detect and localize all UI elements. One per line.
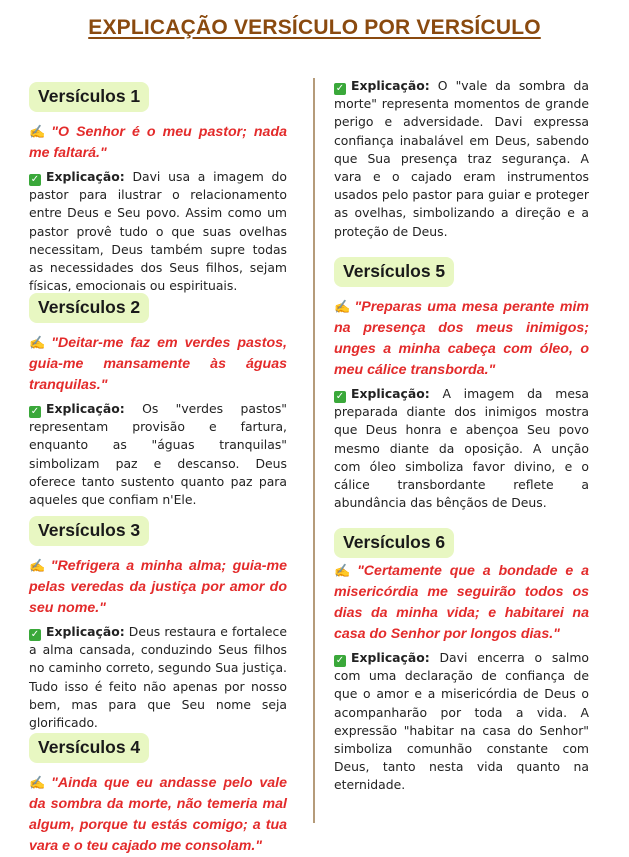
page-title: EXPLICAÇÃO VERSÍCULO POR VERSÍCULO [88,16,541,39]
writing-hand-icon: ✍ [29,335,49,350]
check-mark-icon: ✓ [30,174,40,185]
column-divider [313,78,315,823]
section-heading: Versículos 4 [29,733,149,763]
verse-text: ✍ "Preparas uma mesa perante mim na presença dos meus inimigos; unges a minha cabeça com óleo, o meu cálice transborda." [334,299,589,378]
section-verse-6 [334,528,589,795]
check-mark-icon: ✓ [30,629,40,640]
writing-hand-icon: ✍ [334,299,352,314]
explanation: ✓ Explicação: Davi encerra o salmo com uma declaração de confiança de que o amor e a misericórdia de Deus o acompanharão por toda a vida. A expressão "habitar na casa do Senhor" simboliza comunhão constante com Deus, tanto nesta vida quanto na eternidade. [334,650,589,793]
section-heading: Versículos 2 [29,293,149,323]
section-verse-2 [29,293,287,509]
check-mark-icon: ✓ [335,391,345,402]
section-heading: Versículos 3 [29,516,149,546]
explanation: ✓ Explicação: A imagem da mesa preparada diante dos inimigos mostra que Deus honra e abençoa Seu povo mesmo diante da oposição. A unção com óleo simboliza favor divino, e o cálice transbordante reflete a abundância das bênçãos de Deus. [334,386,589,511]
check-mark-icon: ✓ [335,83,345,94]
verse-text: ✍ "Ainda que eu andasse pelo vale da sombra da morte, não temeria mal algum, porque tu estás comigo; a tua vara e o teu cajado me consolam." [29,775,287,854]
verse-text: ✍ "Deitar-me faz em verdes pastos, guia-me mansamente às águas tranquilas." [29,335,287,393]
writing-hand-icon: ✍ [29,124,49,139]
section-verse-1 [29,82,287,295]
section-verse-3 [29,516,287,732]
explanation: ✓ Explicação: Davi usa a imagem do pastor para ilustrar o relacionamento entre Deus e Seu povo. Assim como um pastor provê tudo o que suas ovelhas necessitam, Deus também supre todas as necessidades dos Seus filhos, sejam físicas, emocionais ou espirituais. [29,169,287,294]
verse-text: ✍ "O Senhor é o meu pastor; nada me faltará." [29,124,288,161]
section-verse-4-explanation [334,77,589,241]
writing-hand-icon: ✍ [29,558,48,573]
section-verse-4 [29,733,287,857]
writing-hand-icon: ✍ [334,563,355,578]
explanation: ✓ Explicação: Os "verdes pastos" representam provisão e fartura, enquanto as "águas tranquilas" simbolizam paz e descanso. Deus oferece tanto sustento quanto paz para aqueles que confiam n'Ele. [29,401,287,508]
check-mark-icon: ✓ [30,406,40,417]
check-mark-icon: ✓ [335,655,345,666]
explanation: ✓ Explicação: O "vale da sombra da morte" representa momentos de grande perigo e adversidade. Davi expressa confiança inabalável em Deus, sabendo que Sua presença traz segurança. A vara e o cajado eram instrumentos usados pelo pastor para guiar e proteger as ovelhas, simbolizando a direção e a proteção de Deus. [334,78,589,239]
explanation: ✓ Explicação: Deus restaura e fortalece a alma cansada, conduzindo Seus filhos no caminho correto, segundo Sua justiça. Tudo isso é feito não apenas por nosso bem, mas para que Seu nome seja glorificado. [29,624,287,731]
section-heading: Versículos 1 [29,82,149,112]
section-heading: Versículos 5 [334,257,454,287]
section-heading: Versículos 6 [334,528,454,558]
writing-hand-icon: ✍ [29,775,49,790]
verse-text: ✍ "Certamente que a bondade e a misericórdia me seguirão todos os dias da minha vida; e habitarei na casa do Senhor por longos dias." [334,563,589,642]
section-verse-5 [334,257,589,512]
verse-text: ✍ "Refrigera a minha alma; guia-me pelas veredas da justiça por amor do seu nome." [29,558,287,616]
